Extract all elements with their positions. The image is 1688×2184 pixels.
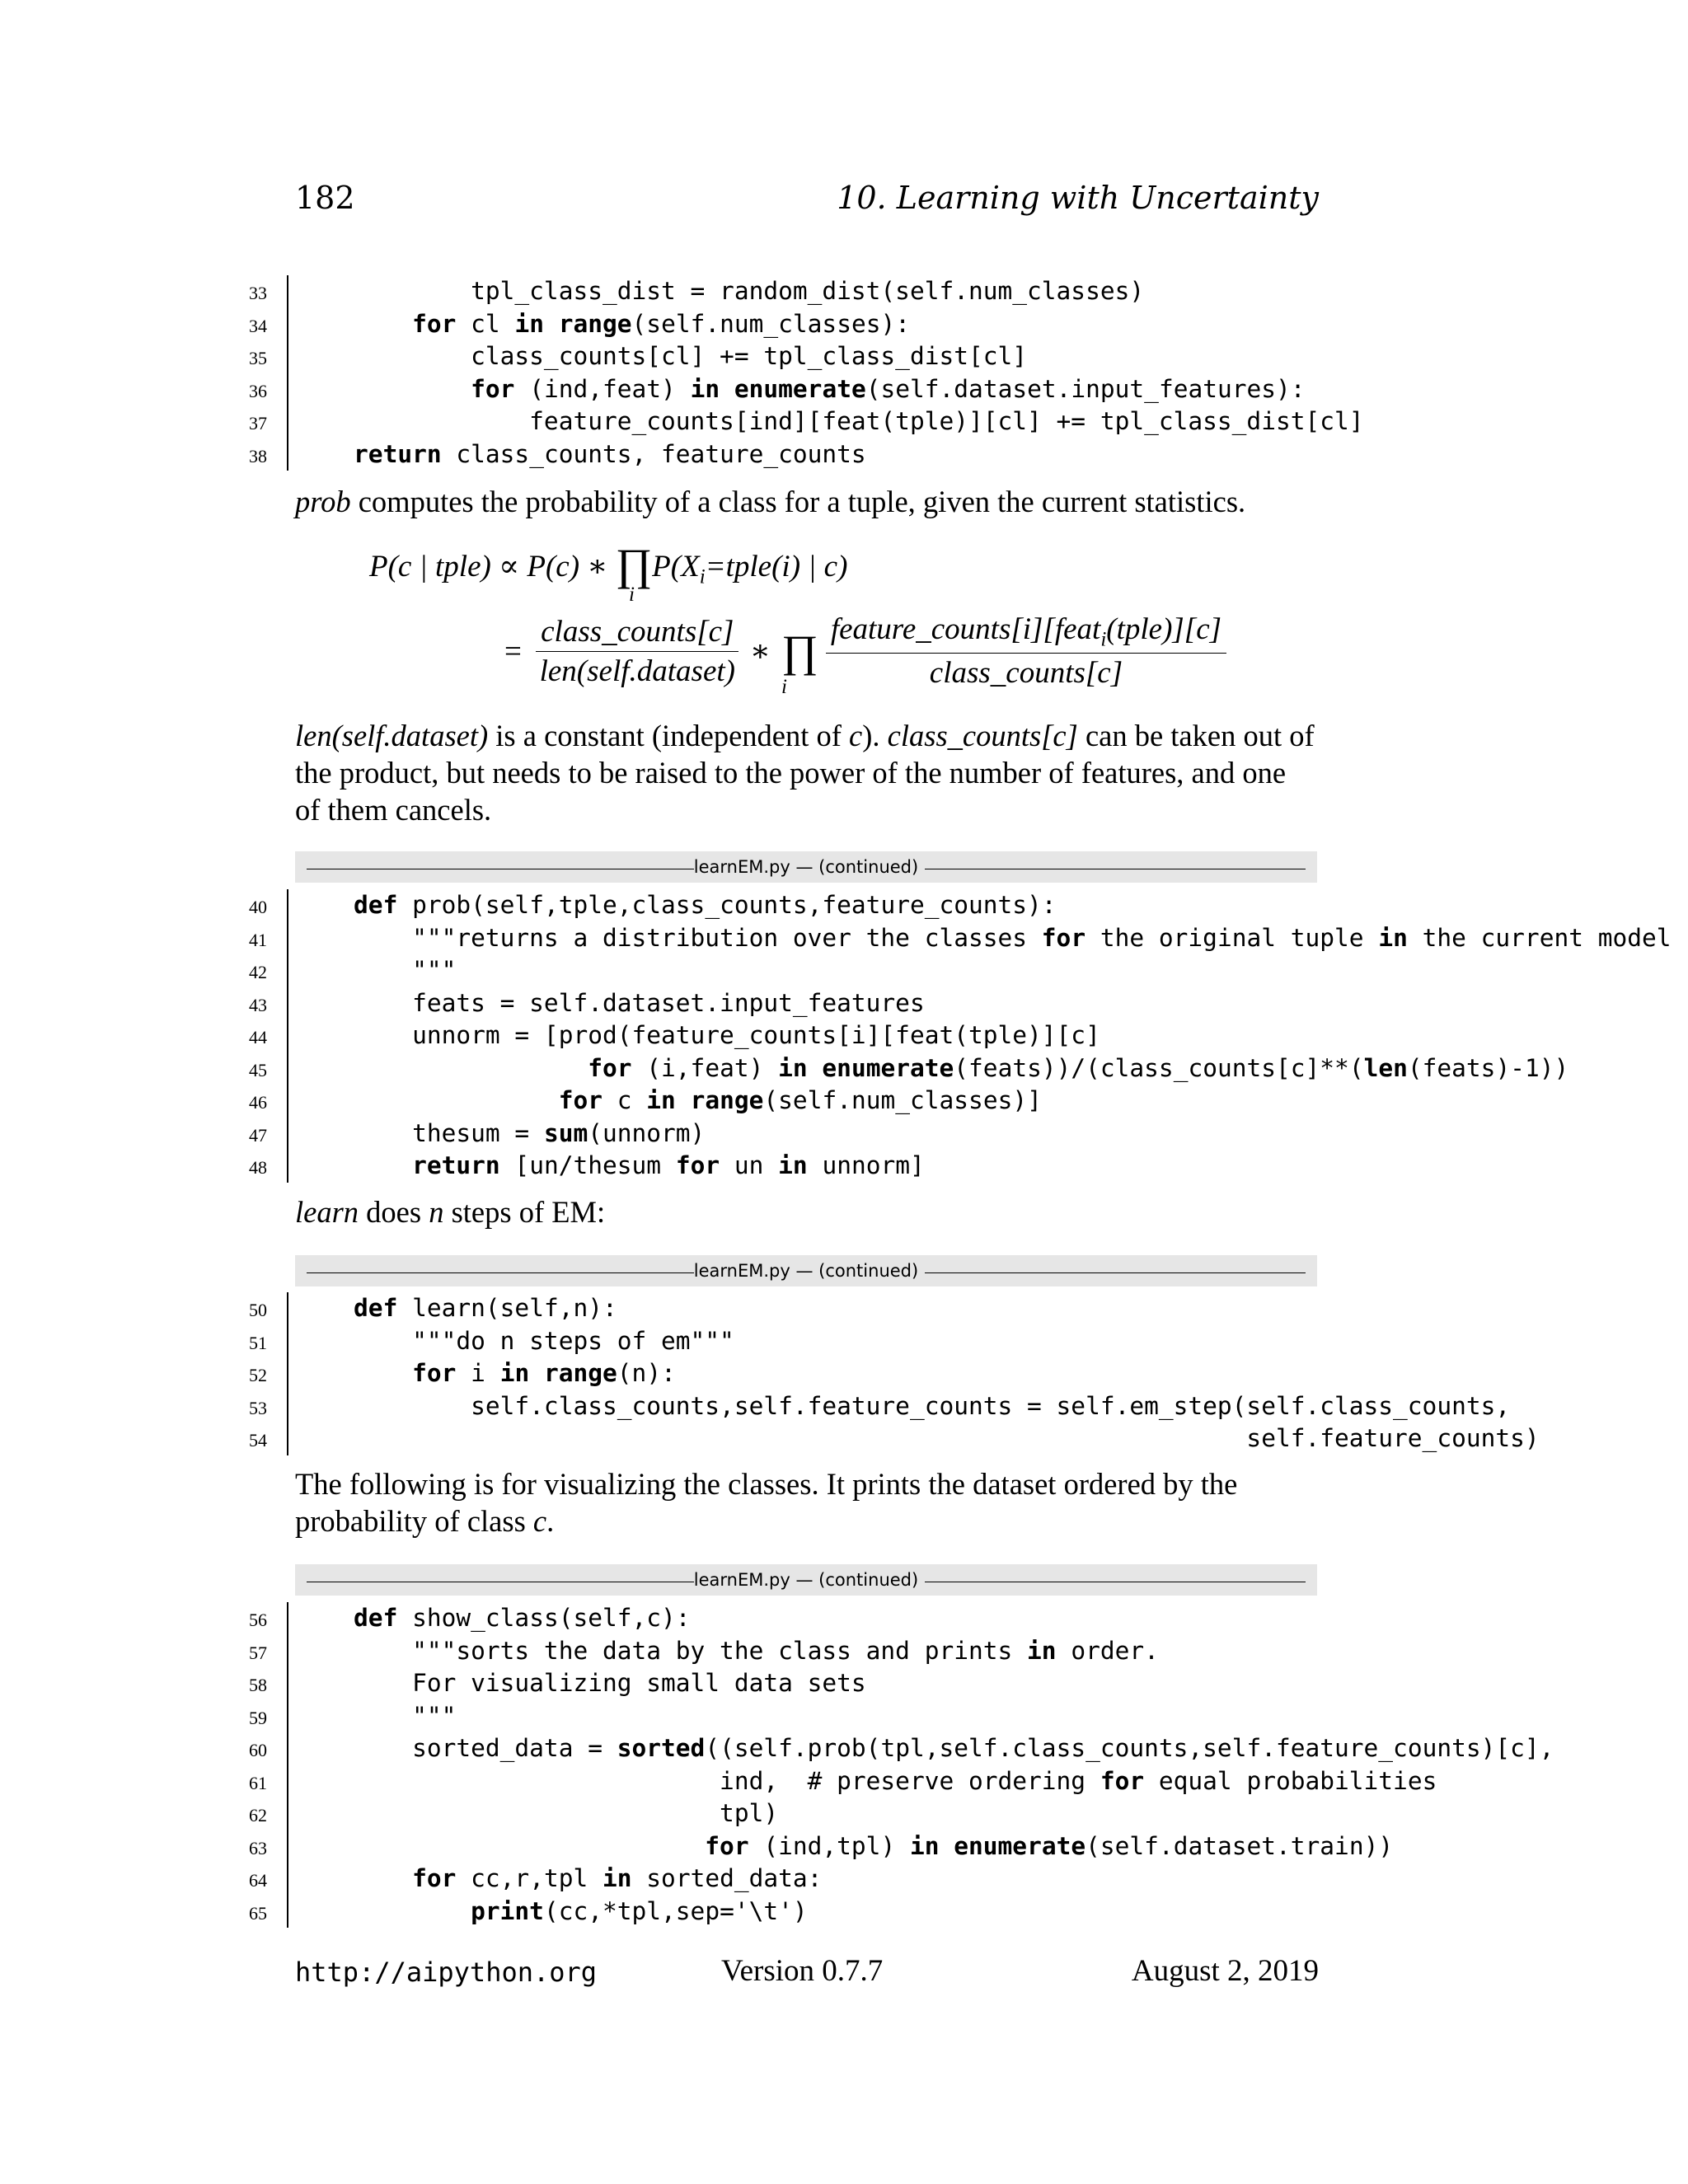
fraction-class-prior [536,614,738,689]
code-block-2 [0,889,1688,1183]
line-number: 44 [249,1027,267,1047]
code-line [0,1085,1688,1118]
line-number: 65 [249,1902,267,1924]
code-text: tpl_class_dist = random_dist(self.num_classes) [295,277,1145,305]
file-label: learnEM.py — (continued) [693,857,919,877]
line-number: 40 [249,897,267,917]
equation-line-1 [369,536,847,588]
eq-times: ∗ [749,635,771,669]
code-line [0,954,1688,987]
code-text: ind, # preserve ordering for equal probabilities [295,1766,1437,1795]
product-symbol-2: ∏ [781,626,818,677]
line-number: 57 [249,1642,267,1663]
line-number: 61 [249,1772,267,1793]
code-text: for cl in range(self.num_classes): [412,309,910,338]
code-text: return [un/thesum for un in unnorm] [412,1151,925,1179]
paragraph-learn [295,1193,1317,1230]
code-line [0,889,1688,922]
line-number: 48 [249,1157,267,1178]
paragraph-prob-intro [295,483,1317,520]
code-block-4 [0,1602,1688,1928]
paragraph-constant [295,717,1317,828]
line-number: 59 [249,1707,267,1728]
code-text: sorted_data = sorted((self.prob(tpl,self.class_counts,self.feature_counts)[c], [295,1734,1554,1762]
code-text: """do n steps of em""" [295,1326,734,1355]
product-index-1: i [629,583,635,606]
code-text: For visualizing small data sets [295,1669,866,1697]
line-number: 60 [249,1740,267,1760]
code-line [0,373,1688,406]
eq-rhs-b: =tple(i) | c) [705,550,848,583]
code-text: def prob(self,tple,class_counts,feature_counts): [354,891,1057,919]
code-line [0,1700,1688,1733]
line-number: 36 [249,380,267,401]
line-number: 35 [249,348,267,368]
code-text: print(cc,*tpl,sep='\t') [471,1896,808,1925]
file-label: learnEM.py — (continued) [693,1261,919,1281]
line-number: 41 [249,929,267,950]
line-number: 46 [249,1092,267,1113]
line-number: 58 [249,1675,267,1695]
text-segment: steps of EM: [443,1195,606,1229]
line-number: 50 [249,1300,267,1320]
term-len-dataset: len(self.dataset) [295,719,489,752]
code-text: def show_class(self,c): [354,1604,691,1632]
eq-equals: = [504,634,522,668]
text-segment: . [546,1504,555,1538]
code-line [0,275,1688,308]
code-line [0,1863,1688,1896]
page-number: 182 [295,180,355,216]
term-c: c [532,1504,547,1538]
line-number: 34 [249,315,267,336]
code-line [0,1390,1688,1423]
line-number: 33 [249,283,267,303]
file-label-band-3 [295,1564,1317,1596]
file-label-band-1 [295,851,1317,883]
fraction-feature-likelihood [826,612,1226,691]
code-text: """ [295,1701,457,1730]
code-line [0,987,1688,1020]
code-line [0,922,1688,955]
code-text: tpl) [295,1799,779,1827]
code-text: """returns a distribution over the classes for the original tuple in the current model [295,923,1672,952]
term-c: c [849,719,863,752]
code-line [0,1732,1688,1765]
code-line [0,405,1688,438]
fraction-1-denominator: len(self.dataset) [539,654,735,688]
code-text: thesum = sum(unnorm) [295,1118,706,1147]
text-segment: does [359,1195,429,1229]
code-text: self.feature_counts) [295,1424,1540,1452]
line-number: 38 [249,445,267,466]
code-line [0,1052,1688,1085]
line-number: 37 [249,413,267,434]
code-line [0,1602,1688,1635]
chapter-title: 10. Learning with Uncertainty [837,180,1319,216]
line-number: 62 [249,1805,267,1825]
footer-date: August 2, 2019 [1131,1954,1319,1988]
text-segment: is a constant (independent of [488,719,850,752]
line-number: 64 [249,1870,267,1891]
code-line [0,1150,1688,1183]
code-text: unnorm = [prod(feature_counts[i][feat(tple)][c] [295,1021,1100,1049]
text-segment: can be taken out of the product, but needs to be raised to the power of the number of features, and one of them cancels. [295,719,1315,827]
line-number: 63 [249,1837,267,1858]
code-line [0,1118,1688,1151]
code-text: for cc,r,tpl in sorted_data: [412,1864,823,1892]
code-line [0,1635,1688,1668]
line-number: 54 [249,1430,267,1451]
code-text: for (ind,tpl) in enumerate(self.dataset.train)) [705,1831,1394,1860]
code-text: """ [295,956,457,984]
term-learn: learn [295,1195,359,1229]
line-number: 56 [249,1610,267,1630]
code-text: feature_counts[ind][feat(tple)][cl] += tpl_class_dist[cl] [295,407,1364,435]
code-text: feats = self.dataset.input_features [295,988,925,1017]
eq-lhs: P(c | tple) ∝ P(c) ∗ [369,550,616,583]
text-segment: ). [862,719,888,752]
paragraph-visualize [295,1465,1317,1540]
code-line [0,1667,1688,1700]
fraction-1-numerator: class_counts[c] [536,614,738,652]
paragraph-text: The following is for visualizing the classes. It prints the dataset ordered by the probability of class [295,1467,1238,1538]
code-text: """sorts the data by the class and prints in order. [295,1636,1159,1665]
line-number: 51 [249,1332,267,1353]
line-number: 45 [249,1059,267,1080]
code-line [0,1019,1688,1052]
footer-version: Version 0.7.7 [721,1954,884,1988]
term-n: n [429,1195,444,1229]
term-prob: prob [295,485,351,518]
eq-rhs-a: P(X [652,550,700,583]
code-line [0,438,1688,471]
code-line [0,1896,1688,1929]
product-symbol: ∏ [615,540,653,589]
fraction-2-denominator: class_counts[c] [929,656,1123,691]
fraction-2-numerator [826,612,1226,654]
code-line [0,1325,1688,1358]
code-line [0,1830,1688,1863]
code-text: def learn(self,n): [354,1294,617,1322]
code-block-1 [0,275,1688,471]
code-line [0,1292,1688,1325]
line-number: 52 [249,1365,267,1385]
line-number: 47 [249,1124,267,1146]
equation-line-2 [504,612,1226,691]
file-label-band-2 [295,1255,1317,1286]
paragraph-text: computes the probability of a class for a tuple, given the current statistics. [350,485,1246,518]
line-number: 53 [249,1397,267,1418]
code-text: for (ind,feat) in enumerate(self.dataset.input_features): [471,374,1306,403]
fraction-2-num-sub: i [1100,628,1107,651]
line-number: 43 [249,994,267,1015]
code-line [0,308,1688,341]
code-text: class_counts[cl] += tpl_class_dist[cl] [295,342,1028,370]
rule-right [925,1272,1306,1273]
code-block-3 [0,1292,1688,1455]
fraction-2-num-b: (tple)][c] [1106,612,1222,646]
line-number: 42 [249,962,267,982]
term-class-counts: class_counts[c] [887,719,1078,752]
code-line [0,1797,1688,1830]
code-text: self.class_counts,self.feature_counts = self.em_step(self.class_counts, [295,1391,1511,1420]
code-text: for i in range(n): [412,1359,676,1387]
footer-url[interactable]: http://aipython.org [295,1957,598,1988]
code-text: for (i,feat) in enumerate(feats))/(class_counts[c]**(len(feats)-1)) [588,1053,1569,1082]
code-line [0,340,1688,373]
fraction-2-num-a: feature_counts[i][feat [830,612,1101,646]
code-text: for c in range(self.num_classes)] [558,1086,1042,1114]
code-line [0,1422,1688,1455]
code-line [0,1357,1688,1390]
code-text: return class_counts, feature_counts [354,439,866,468]
product-index-2: i [781,676,787,698]
file-label: learnEM.py — (continued) [693,1570,919,1590]
eq-rhs-sub: i [699,565,706,588]
code-line [0,1765,1688,1798]
